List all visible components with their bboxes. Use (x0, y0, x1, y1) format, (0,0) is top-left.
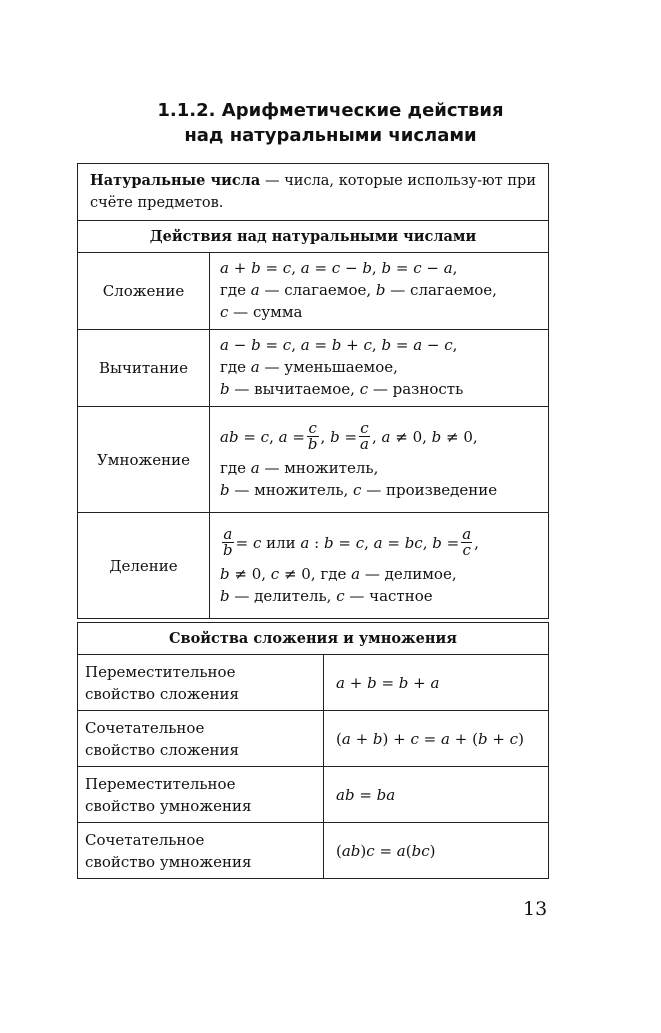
table-row (78, 767, 549, 823)
operation-name: Вычитание (78, 330, 210, 407)
property-name-line: Переместительное (85, 774, 236, 793)
property-name (78, 823, 324, 879)
formula-line: b — множитель, c — произведение (220, 480, 498, 499)
definition-text: — числа, которые использу-ют при счёте предметов. (90, 173, 536, 211)
definition-cell (78, 164, 549, 221)
table-row (78, 711, 549, 767)
property-name (78, 767, 324, 823)
table-row (78, 407, 549, 513)
properties-table (77, 622, 549, 879)
division-formula: $\frac{a}{b}$ = c или a : b = c, a = bc, b = $\frac{a}{c}$ , (223, 525, 479, 559)
formula-line: c — сумма (220, 303, 303, 321)
page-number: 13 (523, 898, 548, 920)
table-row (78, 330, 549, 407)
operation-formula (210, 407, 549, 513)
property-name-line: Переместительное (85, 662, 236, 681)
operations-heading: Действия над натуральными числами (78, 221, 549, 253)
operation-formula (210, 330, 549, 407)
property-name-line: свойство сложения (85, 684, 239, 703)
property-formula: (a + b) + c = a + (b + c) (324, 711, 549, 767)
property-name-line: свойство сложения (85, 740, 239, 759)
formula-line: где a — уменьшаемое, (220, 358, 398, 376)
table-row (78, 513, 549, 619)
property-formula: a + b = b + a (324, 655, 549, 711)
operation-formula (210, 513, 549, 619)
property-name-line: свойство умножения (85, 796, 252, 815)
formula-line: a + b = c, a = c − b, b = c − a, (220, 259, 458, 277)
formula-line: b — делитель, c — частное (220, 586, 433, 605)
section-title (0, 98, 661, 148)
property-name (78, 711, 324, 767)
section-title-line2: над натуральными числами (184, 125, 477, 146)
operations-table (77, 163, 549, 619)
property-formula: (ab)c = a(bc) (324, 823, 549, 879)
property-name-line: свойство умножения (85, 852, 252, 871)
formula-line: a − b = c, a = b + c, b = a − c, (220, 336, 458, 354)
property-name-line: Сочетательное (85, 718, 205, 737)
operation-formula (210, 253, 549, 330)
operation-name: Умножение (78, 407, 210, 513)
formula-line: b ≠ 0, c ≠ 0, где a — делимое, (220, 564, 457, 583)
definition-term: Натуральные числа (90, 172, 261, 189)
multiplication-formula: ab = c, a = $\frac{c}{b}$ , b = $\frac{c}{a}$ , a ≠ 0, b ≠ 0, (220, 419, 478, 453)
operation-name: Сложение (78, 253, 210, 330)
table-row (78, 823, 549, 879)
operation-name: Деление (78, 513, 210, 619)
formula-line: где a — слагаемое, b — слагаемое, (220, 281, 497, 299)
property-name (78, 655, 324, 711)
formula-line: b — вычитаемое, c — разность (220, 380, 464, 398)
property-name-line: Сочетательное (85, 830, 205, 849)
properties-heading: Свойства сложения и умножения (78, 623, 549, 655)
table-row (78, 253, 549, 330)
formula-line: где a — множитель, (220, 458, 379, 477)
section-title-line1: 1.1.2. Арифметические действия (157, 100, 504, 121)
property-formula: ab = ba (324, 767, 549, 823)
table-row (78, 655, 549, 711)
